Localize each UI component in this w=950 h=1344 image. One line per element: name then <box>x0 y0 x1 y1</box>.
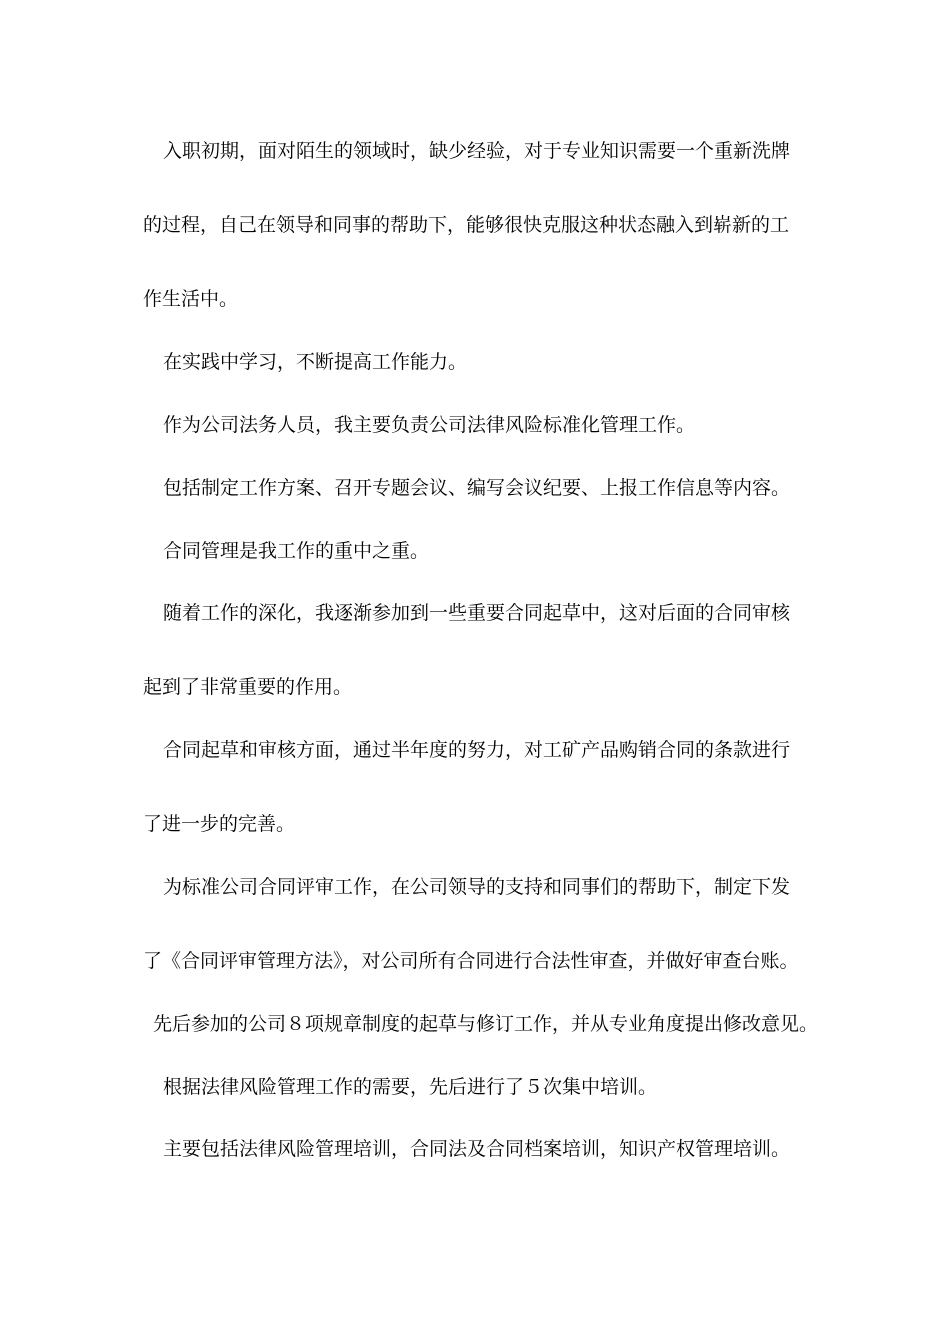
text-line: 起到了非常重要的作用。 <box>143 676 353 698</box>
text-line: 包括制定工作方案、召开专题会议、编写会议纪要、上报工作信息等内容。 <box>163 477 791 499</box>
text-line: 合同起草和审核方面，通过半年度的努力，对工矿产品购销合同的条款进行 <box>163 739 791 761</box>
text-line: 在实践中学习，不断提高工作能力。 <box>163 351 468 373</box>
text-line: 合同管理是我工作的重中之重。 <box>163 540 430 562</box>
text-line: 了《合同评审管理方法》，对公司所有合同进行合法性审查，并做好审查台账。 <box>143 950 799 972</box>
text-line: 了进一步的完善。 <box>143 813 296 835</box>
text-line: 的过程，自己在领导和同事的帮助下，能够很快克服这种状态融入到崭新的工 <box>143 214 790 236</box>
text-line: 先后参加的公司８项规章制度的起草与修订工作，并从专业角度提出修改意见。 <box>153 1013 819 1035</box>
text-line: 为标准公司合同评审工作，在公司领导的支持和同事们的帮助下，制定下发 <box>163 876 791 898</box>
text-line: 作为公司法务人员，我主要负责公司法律风险标准化管理工作。 <box>163 414 696 436</box>
text-line: 作生活中。 <box>143 288 239 310</box>
text-line: 主要包括法律风险管理培训，合同法及合同档案培训，知识产权管理培训。 <box>163 1138 791 1160</box>
text-line: 入职初期，面对陌生的领域时，缺少经验，对于专业知识需要一个重新洗牌 <box>163 140 791 162</box>
text-line: 根据法律风险管理工作的需要，先后进行了５次集中培训。 <box>163 1076 658 1098</box>
text-line: 随着工作的深化，我逐渐参加到一些重要合同起草中，这对后面的合同审核 <box>163 602 791 624</box>
